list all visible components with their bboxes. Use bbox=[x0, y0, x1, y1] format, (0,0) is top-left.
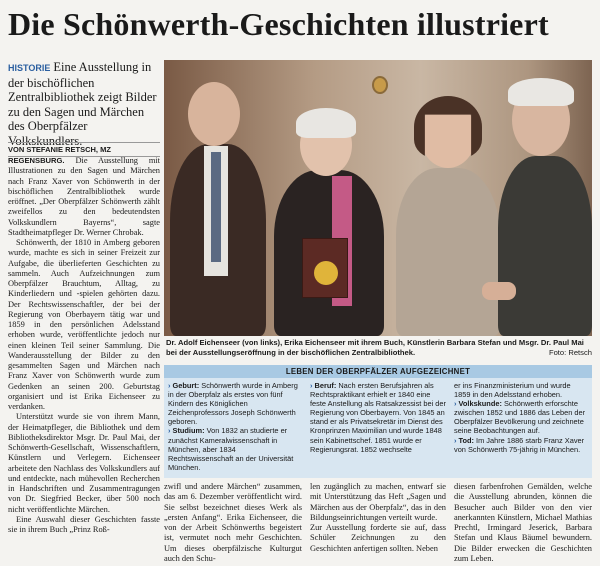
article-column-3: len zugänglich zu machen, entwarf sie mit Unterstützung das Heft „Sagen und Märchen aus der Oberpfalz“, das in den Bildungseinrichtungen verteilt wurde. Zur Ausstellung forderte sie auf, dass Schüler Zeichnungen zu den Geschichten anfertigen sollten. Neben bbox=[310, 482, 446, 553]
fact-text: Von 1832 an studierte er zunächst Kameralwissenschaft in München, aber 1834 Rechtswissenschaft an der Universität München. bbox=[168, 426, 294, 472]
fact-item bbox=[454, 399, 588, 435]
person-barbara-stefan bbox=[396, 168, 500, 336]
white-hair bbox=[508, 78, 574, 106]
article-paragraph: Eine Auswahl dieser Geschichten fasste sie in ihrem Buch „Prinz Roß- bbox=[8, 514, 160, 534]
lead-paragraph bbox=[8, 60, 160, 148]
fact-text: Schönwerth wurde in Amberg in der Oberpfalz als erstes von fünf Kindern des Königlichen Zeichenprofessors Joseph Schönwerth geboren. bbox=[168, 381, 298, 427]
infobox-column-1 bbox=[168, 381, 302, 472]
fact-item bbox=[168, 381, 302, 426]
article-paragraph: Die Ausstellung mit Illustrationen zu den Sagen und Märchen nach Franz Xaver von Schönwerth in der bischöflichen Zentralbibliothek wurde eröffnet. „Der Oberpfälzer Schönwerth zählt zweifellos zu den bedeutendsten Volkskundlern Bayerns“, sagte Stadtheimatpfleger Dr. Werner Chrobak. bbox=[8, 156, 160, 237]
fact-item bbox=[454, 436, 588, 454]
article-paragraph: Unterstützt wurde sie von ihrem Mann, der Heimatpfleger, die Bibliothek und dem Bibliotheksdirektor Msgr. Dr. Paul Mai, der Schönwerth-Gesellschaft, Wissenschaftlern, Künstlern und Verlegern. Eichenseer arbeitete den Nachlass des Volkskundlers auf und entdeckte, nach mühevollen Recherchen in Handschriften und Zusammentragungen von Dr. Siegfried Becker, über 500 noch nicht veröffentlichte Märchen. bbox=[8, 412, 160, 514]
lead-text: Eine Ausstellung in der bischöflichen Zentralbibliothek zeigt Bilder zu den Sagen und Märchen des Oberpfälzer Volkskundlers. bbox=[8, 60, 157, 148]
fact-text: Im Jahre 1886 starb Franz Xaver von Schönwerth 75-jährig in München. bbox=[454, 435, 585, 454]
arrow-icon: › bbox=[168, 381, 173, 390]
handshake bbox=[482, 282, 516, 300]
fact-label: Geburt: bbox=[172, 381, 200, 390]
arrow-icon: › bbox=[168, 426, 173, 436]
tie bbox=[211, 152, 221, 262]
infobox-title: LEBEN DER OBERPFÄLZER AUFGEZEICHNET bbox=[164, 365, 592, 378]
infobox-column-2 bbox=[310, 381, 446, 454]
article-left-column bbox=[8, 156, 160, 562]
book bbox=[302, 238, 348, 298]
arrow-icon: › bbox=[454, 435, 459, 445]
arrow-icon: › bbox=[310, 381, 315, 390]
wall-picture bbox=[372, 76, 388, 94]
fact-text: Nach ersten Berufsjahren als Rechtspraktikant erhielt er 1840 eine feste Anstellung als Ratsakzessist bei der Regierung von Oberbayern. Von 1845 an stand er als Privatsekretär im Dienst des Kronprinzen Maximilian und wurde 1848 sein Kabinettschef. 1851 wurde er Regierungsrat. 1852 wechselte bbox=[310, 381, 446, 454]
photo-caption bbox=[166, 338, 592, 357]
fact-item bbox=[168, 426, 302, 471]
white-hair bbox=[296, 108, 356, 138]
article-column-4: diesen farbenfrohen Gemälden, welche die Ausstellung abrunden, können die Besucher auch Bilder von den vier anerkannten Künstlern, Michael Mathias Prechtl, Irmingard Jeserick, Barbara Stefan und Klaus Bäumel bewundern. Die Bilder erwecken die Geschichten zum Leben. bbox=[454, 482, 592, 563]
photo-credit: Foto: Retsch bbox=[548, 347, 592, 357]
byline: VON STEFANIE RETSCH, MZ bbox=[8, 142, 160, 157]
fact-item bbox=[310, 381, 446, 454]
infobox-column-3 bbox=[454, 381, 588, 454]
book-sun-illustration bbox=[314, 261, 338, 285]
fact-label: Tod: bbox=[458, 435, 474, 445]
fact-label: Beruf: bbox=[314, 381, 337, 390]
fact-text: er ins Finanzministerium und wurde 1859 in den Adelsstand erhoben. bbox=[454, 381, 571, 400]
article-column-2: zwifl und andere Märchen“ zusammen, das am 6. Dezember veröffentlicht wird. Sie selbst bezeichnet dieses Werk als „ersten Anfang“. Erika Eichenseer, die von der Arbeit Schönwerths begeistert ist, vermutet noch mehr Geschichten. Um dieses oberpfälzische Kulturgut auch den Schu- bbox=[164, 482, 302, 563]
infobox bbox=[164, 378, 592, 478]
arrow-icon: › bbox=[454, 399, 459, 409]
person-head bbox=[188, 82, 240, 146]
event-photo bbox=[164, 60, 592, 336]
person-paul-mai bbox=[498, 156, 592, 336]
fact-label: Volkskunde: bbox=[458, 399, 502, 409]
section-kicker: HISTORIE bbox=[8, 63, 51, 73]
article-paragraph: Schönwerth, der 1810 in Amberg geboren wurde, machte es sich in seiner Freizeit zur Aufgabe, die überlieferten Geschichten zu sammeln. Auch Aufzeichnungen zum Oberpfälzer Brauchtum, Alltag, zu Kinderliedern und -spielen gehörten dazu. Der Rechtswissenschaftler, der bei der Regierung von Oberbayern tätig war und 1859 in den persönlichen Adelsstand erhoben wurde, veröffentlichte jedoch nur einen kleinen Teil seiner Sammlung. Die Wanderausstellung der Bilder zu den gesammelten Sagen und Märchen nach Franz Xaver von Schönwerth wurde zum Gedenken an seinen 200. Geburtstag organisiert und ist Erika Eichenseer zu verdanken. bbox=[8, 238, 160, 411]
caption-text: Dr. Adolf Eichenseer (von links), Erika Eichenseer mit ihrem Buch, Künstlerin Barbara Stefan und Msgr. Dr. Paul Mai bei der Ausstellungseröffnung in der bischöflichen Zentralbibliothek. bbox=[166, 338, 584, 357]
dateline: REGENSBURG. bbox=[8, 156, 65, 165]
fact-label: Studium: bbox=[172, 426, 205, 436]
fact-text: Schönwerth erforschte zwischen 1852 und 1886 das Leben der Oberpfälzer Bevölkerung und zeichnete seine Beobachtungen auf. bbox=[454, 399, 586, 436]
fact-item bbox=[454, 381, 588, 399]
headline: Die Schönwerth-Geschichten illustriert bbox=[8, 6, 549, 42]
